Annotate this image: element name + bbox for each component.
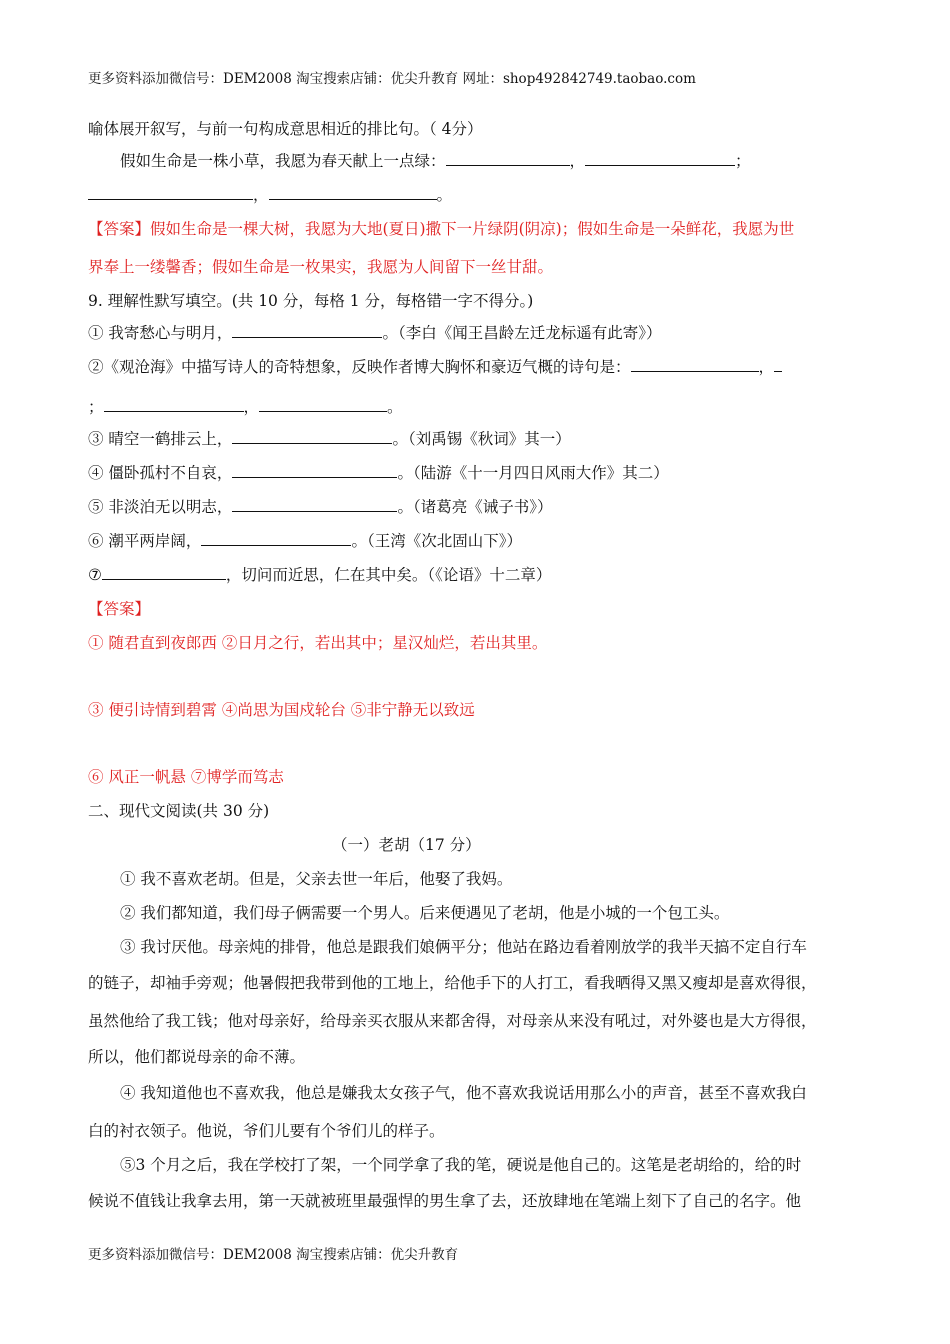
passage-paragraph-1: ① 我不喜欢老胡。但是，父亲去世一年后，他娶了我妈。 bbox=[120, 870, 513, 888]
q8-instruction: 喻体展开叙写，与前一句构成意思相近的排比句。（ 4分） bbox=[88, 120, 483, 138]
answer-blank[interactable] bbox=[259, 396, 387, 412]
punctuation: ， bbox=[243, 398, 260, 416]
punctuation: ， bbox=[758, 358, 775, 376]
answer-blank[interactable] bbox=[88, 184, 253, 200]
answer-blank[interactable] bbox=[232, 428, 392, 444]
q9-title: 9. 理解性默写填空。(共 10 分，每格 1 分，每格错一字不得分。) bbox=[88, 292, 534, 310]
q9-answer-row-3: ⑥ 风正一帆悬 ⑦博学而笃志 bbox=[88, 768, 284, 786]
answer-blank[interactable] bbox=[102, 564, 226, 580]
answer-blank[interactable] bbox=[104, 396, 244, 412]
q9-item-4 bbox=[88, 462, 669, 484]
item-source: 。（王湾《次北固山下》） bbox=[351, 532, 522, 550]
punctuation: ， bbox=[569, 152, 586, 170]
q8-prompt-line bbox=[120, 150, 751, 172]
passage-paragraph-5: 候说不值钱让我拿去用，第一天就被班里最强悍的男生拿了去，还放肆地在笔端上刻下了自己的名字。他 bbox=[88, 1192, 802, 1210]
q9-answer-row-2: ③ 便引诗情到碧霄 ④尚思为国戍轮台 ⑤非宁静无以致远 bbox=[88, 701, 475, 719]
q9-item-1 bbox=[88, 322, 661, 344]
answer-blank[interactable] bbox=[232, 322, 382, 338]
item-source: 。（李白《闻王昌龄左迁龙标遥有此寄》） bbox=[382, 324, 662, 342]
item-source: 。（陆游《十一月四日风雨大作》其二） bbox=[397, 464, 669, 482]
item-text: ③ 晴空一鹤排云上， bbox=[88, 430, 233, 448]
punctuation: ； bbox=[88, 398, 104, 416]
q9-item-6 bbox=[88, 530, 522, 552]
passage-paragraph-4: ④ 我知道他也不喜欢我，他总是嫌我太女孩子气，他不喜欢我说话用那么小的声音，甚至不喜欢我白 bbox=[120, 1084, 807, 1102]
answer-blank[interactable] bbox=[446, 150, 570, 166]
item-source: ，切问而近思，仁在其中矣。（《论语》十二章） bbox=[225, 566, 552, 584]
section-2-title: 二、现代文阅读(共 30 分) bbox=[88, 802, 270, 820]
punctuation: ， bbox=[253, 186, 269, 204]
punctuation: 。 bbox=[387, 398, 403, 416]
punctuation: 。 bbox=[436, 186, 453, 204]
passage-paragraph-3: 所以，他们都说母亲的命不薄。 bbox=[88, 1048, 306, 1066]
q9-item-7 bbox=[88, 564, 551, 586]
passage-paragraph-3: ③ 我讨厌他。母亲炖的排骨，他总是跟我们娘俩平分；他站在路边看着刚放学的我半天搞不定自行车 bbox=[120, 938, 807, 956]
answer-blank[interactable] bbox=[232, 462, 397, 478]
item-text: ⑥ 潮平两岸阔， bbox=[88, 532, 202, 550]
item-text: ① 我寄愁心与明月， bbox=[88, 324, 233, 342]
answer-blank[interactable] bbox=[269, 184, 437, 200]
q9-item-2 bbox=[88, 356, 782, 378]
q9-answer-label: 【答案】 bbox=[88, 600, 151, 618]
passage-paragraph-3: 的链子，却袖手旁观；他暑假把我带到他的工地上，给他手下的人打工，看我晒得又黑又瘦却是喜欢得很， bbox=[88, 974, 817, 992]
page-footer: 更多资料添加微信号：DEM2008 淘宝搜索店铺：优尖升教育 bbox=[88, 1247, 459, 1263]
answer-blank[interactable] bbox=[232, 496, 397, 512]
q9-answer-row-1: ① 随君直到夜郎西 ②日月之行，若出其中；星汉灿烂，若出其里。 bbox=[88, 634, 548, 652]
q8-answer-line-2: 界奉上一缕馨香；假如生命是一枚果实，我愿为人间留下一丝甘甜。 bbox=[88, 258, 554, 276]
page-header: 更多资料添加微信号：DEM2008 淘宝搜索店铺：优尖升教育 网址：shop492842749.taobao.com bbox=[88, 71, 696, 87]
q8-blank-line bbox=[88, 184, 452, 206]
answer-blank[interactable] bbox=[774, 356, 782, 372]
passage-paragraph-3: 虽然他给了我工钱；他对母亲好，给母亲买衣服从来都舍得，对母亲从来没有吼过，对外婆也是大方得很， bbox=[88, 1012, 817, 1030]
passage-paragraph-2: ② 我们都知道，我们母子俩需要一个男人。后来便遇见了老胡，他是小城的一个包工头。 bbox=[120, 904, 730, 922]
item-text: ②《观沧海》中描写诗人的奇特想象，反映作者博大胸怀和豪迈气概的诗句是： bbox=[88, 358, 631, 376]
passage-title: （一）老胡（17 分） bbox=[332, 836, 481, 854]
q8-answer-line-1: 【答案】假如生命是一棵大树，我愿为大地(夏日)撒下一片绿阴(阴凉)；假如生命是一朵鲜花，我愿为世 bbox=[88, 220, 795, 238]
passage-paragraph-4: 白的衬衣领子。他说，爷们儿要有个爷们儿的样子。 bbox=[88, 1122, 445, 1140]
q9-item-2-continued bbox=[88, 396, 403, 418]
item-text: ④ 僵卧孤村不自哀， bbox=[88, 464, 233, 482]
q9-item-3 bbox=[88, 428, 571, 450]
answer-blank[interactable] bbox=[585, 150, 735, 166]
passage-paragraph-5: ⑤3 个月之后，我在学校打了架，一个同学拿了我的笔，硬说是他自己的。这笔是老胡给的，给的时 bbox=[120, 1156, 802, 1174]
q8-prompt-text: 假如生命是一株小草，我愿为春天献上一点绿： bbox=[120, 152, 446, 170]
answer-blank[interactable] bbox=[201, 530, 351, 546]
item-source: 。（诸葛亮《诫子书》） bbox=[397, 498, 553, 516]
q9-item-5 bbox=[88, 496, 552, 518]
item-text: ⑦ bbox=[88, 566, 102, 584]
answer-blank[interactable] bbox=[631, 356, 759, 372]
item-text: ⑤ 非淡泊无以明志， bbox=[88, 498, 233, 516]
item-source: 。（刘禹锡《秋词》其一） bbox=[392, 430, 571, 448]
punctuation: ； bbox=[735, 152, 751, 170]
